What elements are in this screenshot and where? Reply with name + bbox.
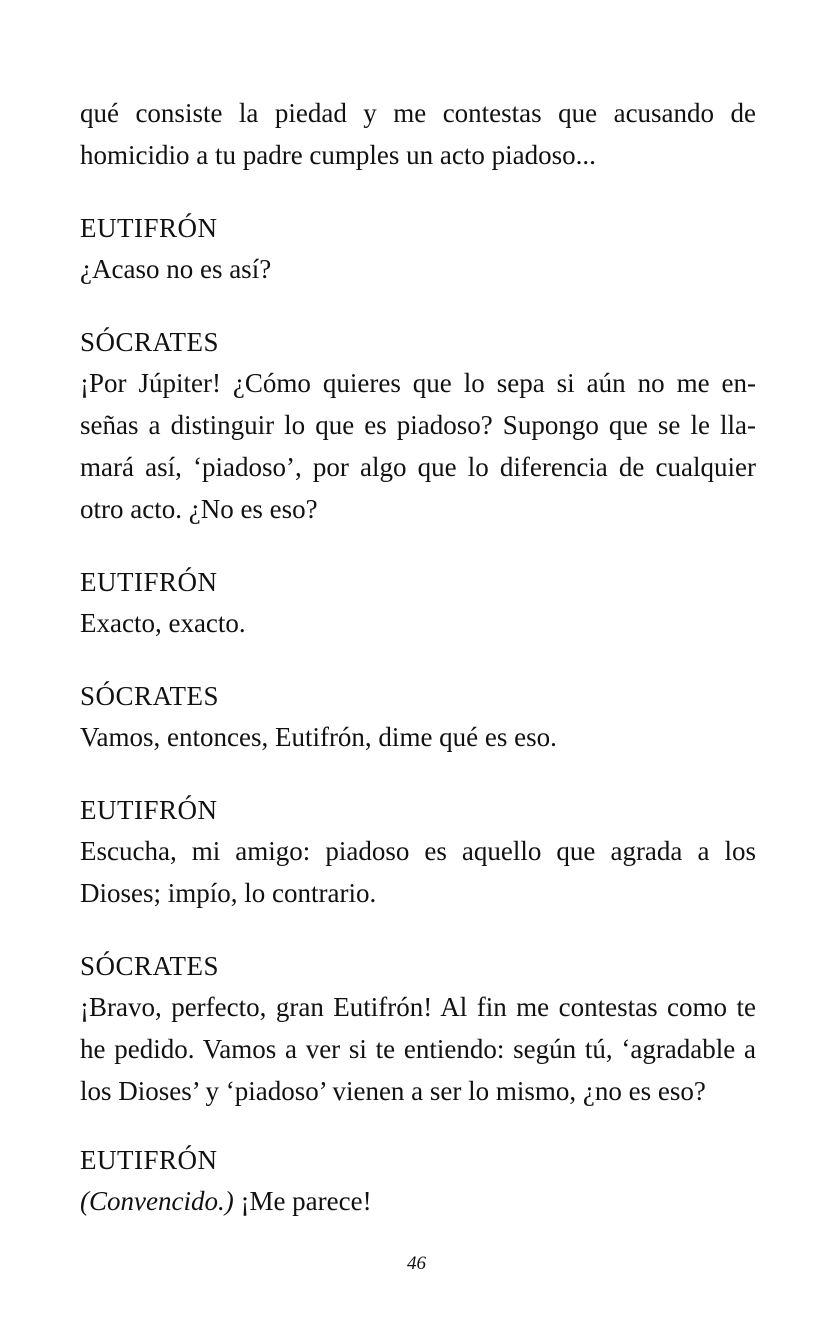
page-number: 46: [407, 1253, 426, 1274]
text-line: los Dioses’ y ‘piadoso’ vienen a ser lo mismo, ¿no es eso?: [80, 1076, 706, 1106]
speaker-name: SÓCRATES: [80, 681, 220, 711]
speaker-name: EUTIFRÓN: [80, 795, 218, 825]
speaker-name: SÓCRATES: [80, 327, 220, 357]
text-line: he pedido. Vamos a ver si te entiendo: según tú, ‘agradable a: [80, 1034, 756, 1064]
paragraph: [80, 830, 756, 914]
dialogue-text: ¡Me parece!: [233, 1186, 372, 1216]
page-body: [80, 92, 756, 1222]
text-line: ¡Por Júpiter! ¿Cómo quieres que lo sepa si aún no me en-: [80, 368, 756, 398]
text-line: mará así, ‘piadoso’, por algo que lo diferencia de cualquier: [80, 452, 756, 482]
speaker-name: EUTIFRÓN: [80, 1145, 218, 1175]
text-line: Exacto, exacto.: [80, 608, 246, 638]
paragraph: [80, 92, 756, 176]
paragraph: [80, 1180, 756, 1222]
paragraph: [80, 602, 756, 644]
text-line: homicidio a tu padre cumples un acto piadoso...: [80, 140, 596, 170]
paragraph: [80, 716, 756, 758]
text-line: ¡Bravo, perfecto, gran Eutifrón! Al fin me contestas como te: [80, 992, 756, 1022]
text-line: Escucha, mi amigo: piadoso es aquello que agrada a los: [80, 836, 756, 866]
text-line: Dioses; impío, lo contrario.: [80, 878, 377, 908]
stage-direction: (Convencido.): [80, 1186, 234, 1216]
paragraph: [80, 986, 756, 1112]
speaker-name: EUTIFRÓN: [80, 567, 218, 597]
text-line: señas a distinguir lo que es piadoso? Supongo que se le lla-: [80, 410, 756, 440]
text-line: Vamos, entonces, Eutifrón, dime qué es eso.: [80, 722, 557, 752]
text-line: qué consiste la piedad y me contestas que acusando de: [80, 98, 756, 128]
text-line: [80, 1180, 756, 1222]
speaker-name: SÓCRATES: [80, 951, 220, 981]
paragraph: [80, 362, 756, 530]
paragraph: [80, 248, 756, 290]
text-line: ¿Acaso no es así?: [80, 254, 272, 284]
speaker-name: EUTIFRÓN: [80, 213, 218, 243]
text-line: otro acto. ¿No es eso?: [80, 494, 318, 524]
